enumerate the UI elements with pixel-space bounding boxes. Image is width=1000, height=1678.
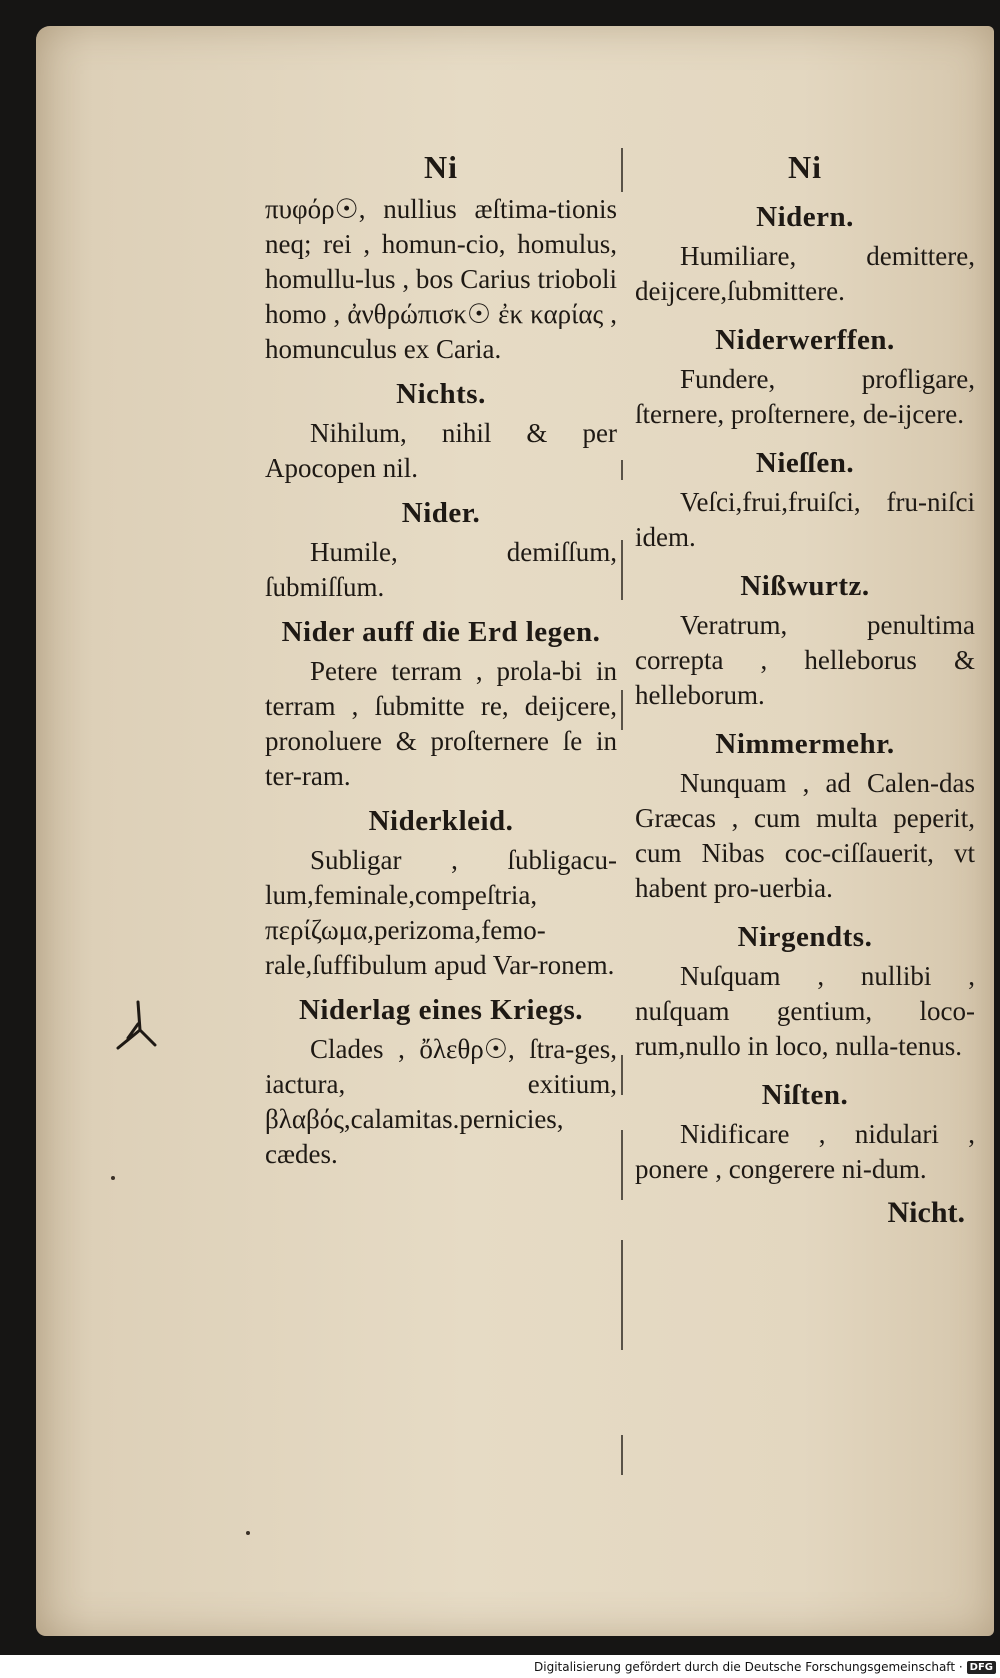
entry-definition: Veratrum, penultima correpta , helleborus & helleborum. — [635, 610, 975, 710]
entry-headword: Niderkleid. — [368, 805, 514, 837]
entry-definition: Nuſquam , nullibi , nuſquam gentium, loco-rum,nullo in loco, nulla-tenus. — [635, 961, 975, 1061]
entry-definition: Humile, demiſſum, ſubmiſſum. — [265, 537, 617, 602]
entry-definition: Humiliare, demittere, deijcere,ſubmittere. — [635, 241, 975, 306]
entry-definition: Nidificare , nidulari , ponere , congerere ni-dum. — [635, 1119, 975, 1184]
running-head-left: Ni — [424, 149, 458, 185]
entry-definition: πυφόρ☉, nullius æſtima-tionis neq; rei , homun-cio, homulus, homullu-lus , bos Carius trioboli homo , ἀνθρώπισκ☉ ἐκ καρίας , homunculus ex Caria. — [265, 194, 617, 364]
catchword: Nicht. — [887, 1196, 965, 1229]
entry-headword: Nidern. — [756, 201, 854, 233]
entry-headword: Niſten. — [761, 1079, 849, 1111]
column-rule — [621, 148, 623, 192]
credit-text: Digitalisierung gefördert durch die Deutsche Forschungsgemeinschaft · — [534, 1660, 963, 1674]
column-rule — [621, 1435, 623, 1475]
column-rule — [621, 1055, 623, 1095]
column-rule — [621, 1130, 623, 1200]
entry-definition: Nunquam , ad Calen-das Græcas , cum multa peperit, cum Nibas coc-ciſſauerit, vt habent pro-uerbia. — [635, 768, 975, 903]
entry-headword: Nider. — [401, 497, 481, 529]
column-rule — [621, 690, 623, 730]
entry-headword: Niderlag eines Kriegs. — [298, 994, 584, 1026]
column-rule — [621, 460, 623, 480]
margin-pen-mark — [110, 1000, 160, 1060]
entry-headword: Nider auff die Erd legen. — [281, 616, 601, 648]
running-head-right: Ni — [788, 149, 822, 185]
ink-speck — [246, 1531, 250, 1535]
column-rule — [621, 540, 623, 600]
column-rule — [621, 1240, 623, 1350]
right-column-entries — [635, 200, 975, 1187]
entry-headword: Nirgendts. — [737, 921, 873, 953]
dfg-logo: DFG — [967, 1661, 996, 1674]
entry-definition: Nihilum, nihil & per Apocopen nil. — [265, 418, 617, 483]
entry-definition: Clades , ὄλεθρ☉, ſtra-ges, iactura, exitium, βλαβός,calamitas.pernicies, cædes. — [265, 1034, 617, 1169]
right-column — [635, 148, 975, 1230]
entry-headword: Niderwerffen. — [715, 324, 895, 356]
left-column-entries — [265, 192, 617, 1172]
entry-definition: Petere terram , prola-bi in terram , ſubmitte re, deijcere, pronoluere & proſternere ſe in ter-ram. — [265, 656, 617, 791]
entry-headword: Nieſſen. — [755, 447, 855, 479]
entry-headword: Nichts. — [396, 378, 486, 410]
left-column — [265, 148, 617, 1172]
digitization-credit — [534, 1658, 996, 1676]
entry-definition: Veſci,frui,fruiſci, fru-niſci idem. — [635, 487, 975, 552]
entry-headword: Nißwurtz. — [740, 570, 870, 602]
entry-definition: Fundere, profligare, ſternere, proſternere, de-ijcere. — [635, 364, 975, 429]
entry-definition: Subligar , ſubligacu-lum,feminale,compeſtria, περίζωμα,perizoma,femo-rale,ſuffibulum apud Var-ronem. — [265, 845, 617, 980]
entry-headword: Nimmermehr. — [715, 728, 895, 760]
ink-speck — [111, 1176, 115, 1180]
